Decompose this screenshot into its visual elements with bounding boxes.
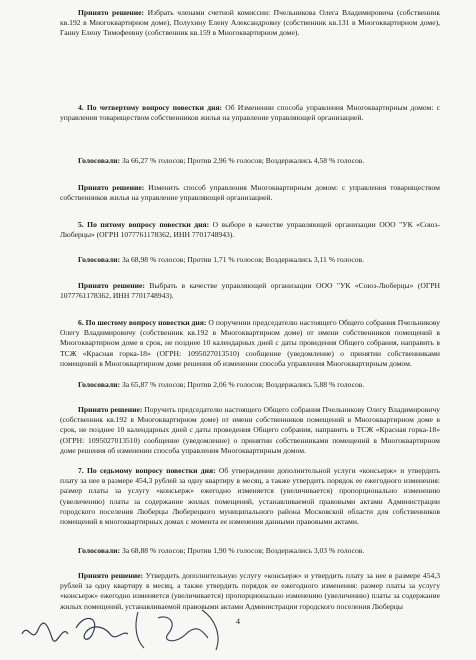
question-6: 6. По шестому вопросу повестки дня: О поручении председателю настоящего Общего собрания Пчельникову Олегу Владимировичу (собственник кв.192 в Многоквартирном доме) от имени собственников помещений в Многоквартирном доме в срок, не позднее 10 календарных дней с даты проведения Общего собрания, направить в ТСЖ «Красная горка-18» (ОГРН: 1095027013510) сообщение (уведомление) о принятии собственниками помещений в Многоквартирном доме решения об изменении способа управления Многоквартирным домом. [60, 318, 440, 368]
question-5: 5. По пятому вопросу повестки дня: О выборе в качестве управляющей организации ООО "УК «Союз-Люберцы» (ОГРН 1077761178362, ИНН 7701748943). [60, 220, 441, 240]
handwritten-signatures [18, 604, 228, 654]
question-7: 7. По седьмому вопросу повестки дня: Об утверждении дополнительной услуги «консьерж» и утвердить плату за нее в размере 454,3 рублей за одну квартиру в месяц, а также утвердить порядок ее ежегодного изменения: размер платы за услугу «консьерж» ежегодно изменяется (увеличивается) пропорционально изменению (увеличению) платы за содержание жилых помещений, устанавливаемой правовыми актами Администрации городского поселения Люберцы Люберецкого муниципального района Московской области для собственников помещений в многоквартирных домах с момента ее изменения данными правовыми актами. [60, 466, 440, 527]
question-5-decision: Принято решение: Выбрать в качестве управляющей организации ООО "УК «Союз-Люберцы» (ОГРН 1077761178362, ИНН 7701748943). [60, 281, 441, 301]
question-6-votes: Голосовали: За 65,87 % голосов; Против 2,06 % голосов; Воздержались 5,88 % голосов. [78, 380, 365, 389]
question-7-votes: Голосовали: За 68,88 % голосов; Против 1,90 % голосов; Воздержались 3,03 % голосов. [78, 546, 365, 555]
question-4-votes: Голосовали: За 66,27 % голосов; Против 2,96 % голосов; Воздержались 4,58 % голосов. [78, 156, 365, 165]
counting-commission-decision: Принято решение: Избрать членами счетной комиссии: Пчельникова Олега Владимировича (собственник кв.192 в Многоквартирном доме), Полухину Елену Александровну (собственник кв.131 в Многоквартирном доме), Ганну Елену Тимофеевну (собственник кв.159 в Многоквартирном доме). [60, 8, 441, 38]
question-6-decision: Принято решение: Поручить председателю настоящего Общего собрания Пчельникову Олегу Владимировичу (собственник кв.192 в Многоквартирном доме) от имени собственников помещений в Многоквартирном доме в срок, не позднее 10 календарных дней с даты проведения Общего собрания, направить в ТСЖ «Красная горка-18» (ОГРН: 1095027013510) сообщение (уведомление) о принятии собственниками помещений в Многоквартирном доме решения об изменении способа управления Многоквартирным домом. [60, 405, 440, 455]
question-5-votes: Голосовали: За 68,98 % голосов; Против 1,71 % голосов; Воздержались 3,11 % голосов. [78, 255, 364, 264]
page-number: 4 [236, 617, 240, 626]
question-4: 4. По четвертому вопросу повестки дня: Об Изменении способа управления Многоквартирным домом: с управления товариществом собственников жилья на управление управляющей организацией. [60, 103, 440, 123]
question-7-decision: Принято решение: Утвердить дополнительную услугу «консьерж» и утвердить плату за нее в размере 454,3 рублей за одну квартиру в месяц, а также утвердить порядок ее ежегодного изменения: размер платы за услугу «консьерж» ежегодно изменяется (увеличивается) пропорционально изменению (увеличению) платы за содержание жилых помещений, устанавливаемой правовыми актами Администрации городского поселения Люберцы [60, 571, 440, 611]
question-4-decision: Принято решение: Изменить способ управления Многоквартирным домом: с управления товариществом собственников жилья на управление управляющей организацией. [60, 183, 440, 203]
